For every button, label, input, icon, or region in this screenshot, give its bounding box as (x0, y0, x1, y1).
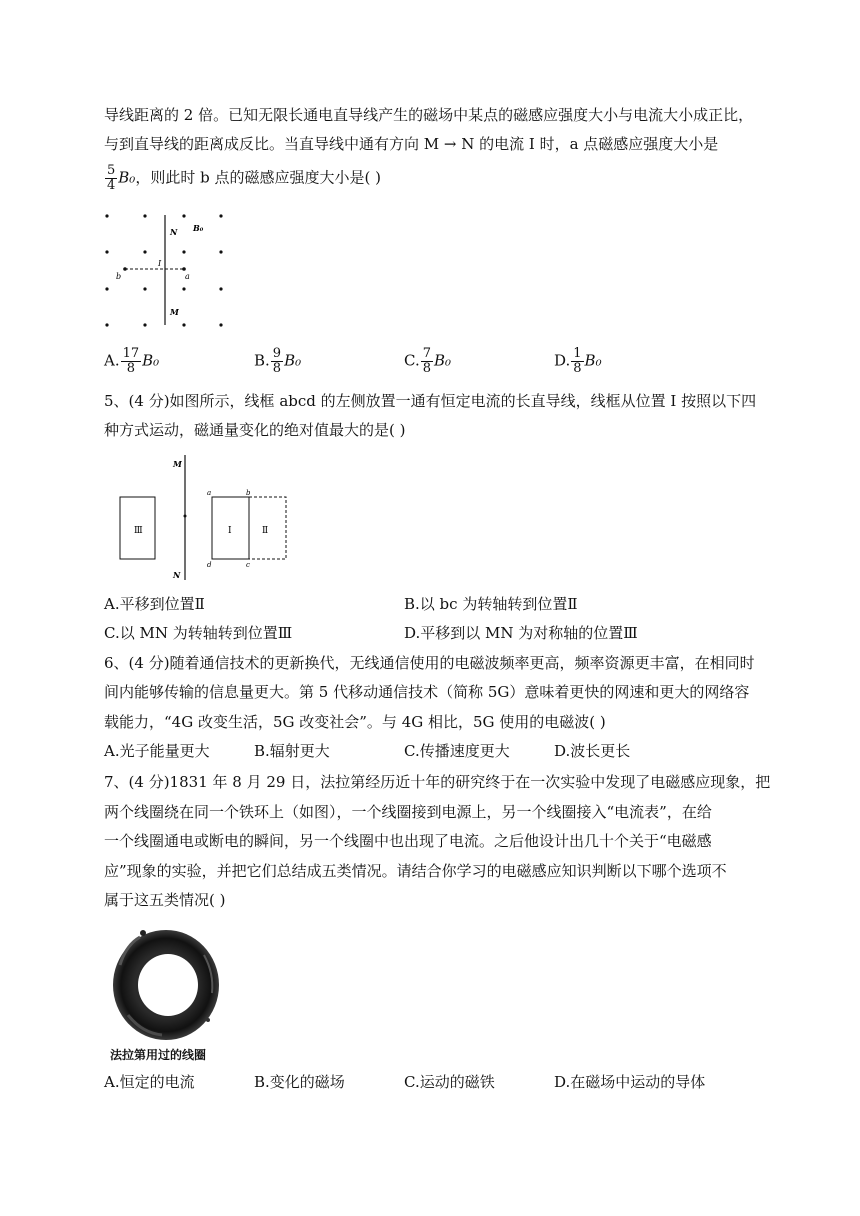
q5-option-a[interactable]: A.平移到位置Ⅱ (104, 595, 205, 613)
label-b: b (246, 489, 251, 497)
q6-text-line-2: 间内能够传输的信息量更大。第 5 代移动通信技术（简称 5G）意味着更快的网速和更大的网络容 (104, 683, 750, 701)
q7-option-c[interactable]: C.运动的磁铁 (404, 1073, 495, 1091)
faraday-coil-image (108, 925, 224, 1043)
q7-text-line-5: 属于这五类情况( ) (104, 891, 226, 909)
q5-option-c[interactable]: C.以 MN 为转轴转到位置Ⅲ (104, 624, 293, 642)
label-i: I (158, 259, 162, 268)
q7-text-line-3: 一个线圈通电或断电的瞬间，另一个线圈中也出现了电流。之后他设计出几十个关于“电磁感 (104, 832, 712, 850)
q7-text-line-4: 应”现象的实验，并把它们总结成五类情况。请结合你学习的电磁感应知识判断以下哪个选项不 (104, 862, 727, 880)
field-dots (105, 214, 222, 326)
q4-fraction: $\frac{5}{4}$ (107, 163, 116, 193)
q4-option-b[interactable]: B. $\frac{9}{8}$ B₀ (254, 346, 302, 376)
q6-option-b[interactable]: B.辐射更大 (254, 742, 330, 760)
label-b0: B₀ (193, 223, 204, 233)
q7-option-d[interactable]: D.在磁场中运动的导体 (554, 1073, 706, 1091)
label-d: d (207, 561, 212, 569)
label-m: M (170, 307, 179, 317)
label-c: c (246, 561, 250, 569)
q4-option-a[interactable]: A. $\frac{17}{8}$ B₀ (104, 346, 160, 376)
q6-option-d[interactable]: D.波长更长 (554, 742, 631, 760)
label-i: Ⅰ (228, 526, 232, 536)
q4-magnetic-field-figure (100, 205, 240, 330)
q5-text-line-2: 种方式运动，磁通量变化的绝对值最大的是( ) (104, 421, 406, 439)
label-m: M (173, 459, 182, 469)
label-a: a (207, 489, 212, 497)
label-ii: Ⅱ (262, 526, 269, 536)
q4-option-d[interactable]: D. $\frac{1}{8}$ B₀ (554, 346, 602, 376)
q7-option-a[interactable]: A.恒定的电流 (104, 1073, 195, 1091)
label-a: a (185, 272, 190, 281)
label-b: b (116, 272, 122, 281)
q4-text-line-2: 与到直导线的距离成反比。当直导线中通有方向 M → N 的电流 I 时，a 点磁感应强度大小是 (104, 135, 719, 153)
q5-option-b[interactable]: B.以 bc 为转轴转到位置Ⅱ (404, 595, 578, 613)
q5-option-d[interactable]: D.平移到以 MN 为对称轴的位置Ⅲ (404, 624, 638, 642)
q5-wire-loop-figure (110, 450, 300, 585)
label-iii: Ⅲ (134, 526, 143, 536)
q6-text-line-1: 6、(4 分)随着通信技术的更新换代，无线通信使用的电磁波频率更高，频率资源更丰富，在相同时 (104, 654, 755, 672)
q7-text-line-1: 7、(4 分)1831 年 8 月 29 日，法拉第经历近十年的研究终于在一次实验中发现了电磁感应现象，把 (104, 773, 771, 791)
q7-option-b[interactable]: B.变化的磁场 (254, 1073, 345, 1091)
q4-text-line-1: 导线距离的 2 倍。已知无限长通电直导线产生的磁场中某点的磁感应强度大小与电流大小成正比， (104, 106, 754, 124)
q4-text-line-3: $\frac{5}{4}$ B₀，则此时 b 点的磁感应强度大小是( ) (107, 163, 381, 193)
label-n: N (173, 570, 181, 580)
label-n: N (170, 227, 178, 237)
q7-text-line-2: 两个线圈绕在同一个铁环上（如图），一个线圈接到电源上，另一个线圈接入“电流表”，在给 (104, 803, 712, 821)
q6-text-line-3: 载能力，“4G 改变生活，5G 改变社会”。与 4G 相比，5G 使用的电磁波( ) (104, 713, 606, 731)
q4-option-c[interactable]: C. $\frac{7}{8}$ B₀ (404, 346, 452, 376)
figure-caption: 法拉第用过的线圈 (110, 1048, 207, 1062)
q5-text-line-1: 5、(4 分)如图所示，线框 abcd 的左侧放置一通有恒定电流的长直导线，线框从位置 Ⅰ 按照以下四 (104, 392, 757, 410)
q6-option-c[interactable]: C.传播速度更大 (404, 742, 510, 760)
q6-option-a[interactable]: A.光子能量更大 (104, 742, 210, 760)
